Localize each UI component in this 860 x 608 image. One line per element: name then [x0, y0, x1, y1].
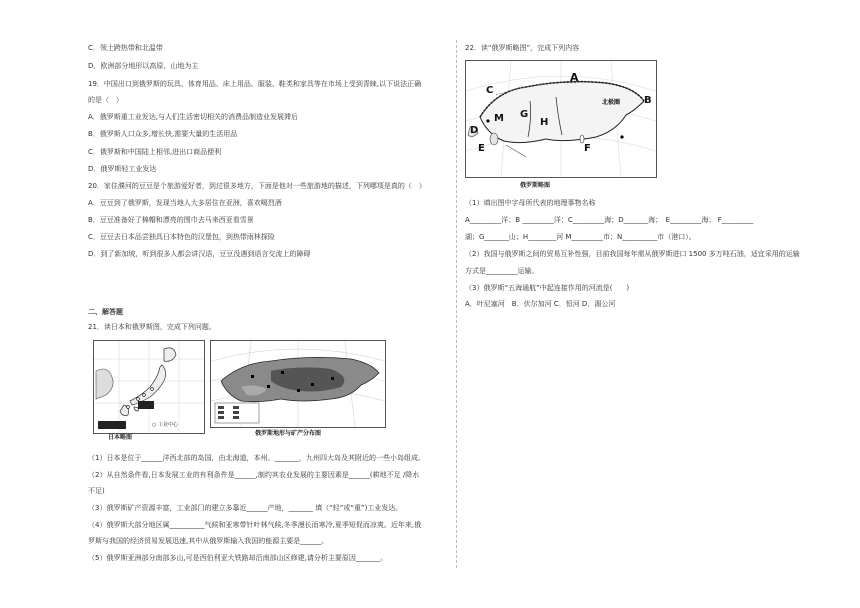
- q21-part1: （1）日本是位于______洋西北部的岛国，由北海道，本州、_______，九州四大岛及其附近的一些小岛组成。: [88, 454, 425, 462]
- q20-option-b: B．豆豆准备好了棉帽和漂亮的围巾去马来西亚看雪景: [88, 216, 254, 224]
- q19-option-c: C．俄罗斯和中国陆上相邻,进出口商品便利: [88, 148, 222, 156]
- map-label-b: B: [644, 95, 652, 106]
- russia-sketch-map: [465, 60, 657, 178]
- japan-map-caption: 日本略图: [108, 434, 133, 441]
- q19-stem-cont: 的是（ ）: [88, 96, 123, 104]
- map-label-g: G: [520, 109, 529, 120]
- q22-part2: （2）我国与俄罗斯之间的贸易互补性强，目前我国每年需从俄罗斯进口 1500 多万吨石油，适宜采用的运输: [465, 250, 800, 258]
- q22-part3-options: A．叶尼塞河 B．伏尔加河 C．恒河 D．湄公河: [465, 300, 616, 308]
- russia-terrain-map: [210, 340, 386, 428]
- map-label-f: F: [584, 143, 591, 154]
- q18-option-d: D．欧洲部分地形以高原、山地为主: [88, 62, 199, 70]
- map-label-d: D: [470, 125, 479, 136]
- map-label-a: A: [570, 71, 579, 84]
- q22-part1: （1）填出图中字母所代表的地理事物名称: [465, 199, 596, 207]
- map-label-e: E: [478, 143, 485, 154]
- q22-stem: 22．读“俄罗斯略图”，完成下列内容: [465, 44, 580, 52]
- q20-option-d: D．到了新加坡，听到很多人都会讲汉语，豆豆没遇到语言交流上的障碍: [88, 250, 311, 258]
- column-divider: [456, 40, 457, 568]
- q19-option-b: B．俄罗斯人口众多,增长快,需要大量的生活用品: [88, 130, 238, 138]
- q19-stem: 19．中国出口到俄罗斯的玩具、体育用品、床上用品、服装、鞋类和家具等在市场上受到青睐,以下说法正确: [88, 80, 422, 88]
- japan-map-drawing: [94, 341, 204, 433]
- map-label-c: C: [486, 85, 494, 96]
- russia-terrain-drawing: [211, 341, 385, 427]
- q21-part4-cont: 罗斯与我国的经济贸易发展迅速,其中从俄罗斯输入我国的能源主要是______。: [88, 537, 329, 545]
- q22-part3: （3）俄罗斯“五海通航”中起连接作用的河流是( ): [465, 284, 630, 292]
- q21-part2-cont: 不足): [88, 487, 105, 495]
- q21-part3: （3）俄罗斯矿产资源丰富，工业部门的建立多靠近______产地，_______ 填（“轻”或“重”)工业发达。: [88, 504, 403, 512]
- section-heading: 二、解答题: [88, 308, 123, 316]
- map-label-h: H: [540, 117, 549, 128]
- arctic-circle-label: 北极圈: [602, 99, 621, 106]
- q20-option-c: C．豆豆去日本品尝独具日本特色的汉堡包，到热带雨林探险: [88, 233, 275, 241]
- russia-terrain-caption: 俄罗斯地形与矿产分布图: [255, 430, 322, 437]
- japan-map: [93, 340, 205, 434]
- japan-legend: ○ 工业中心: [152, 422, 178, 428]
- map-label-m: M: [494, 113, 504, 124]
- q20-stem: 20．家住濮河的豆豆是个旅游爱好者，到过很多地方，下面是他对一些旅游地的描述，下列哪项是真的（ ）: [88, 182, 426, 190]
- q20-option-a: A．豆豆到了俄罗斯，发现当地人大多居住在亚洲，喜欢喝烈酒: [88, 199, 282, 207]
- q21-part5: （5）俄罗斯亚洲部分南部多山,可是西伯利亚大铁路却沿南部山区修建,请分析主要原因_______。: [88, 554, 388, 562]
- q21-part4: （4）俄罗斯大部分地区属__________气候和亚寒带针叶林气候,冬季漫长而寒冷,夏季短促而凉爽。近年来,俄: [88, 521, 422, 529]
- q22-part2-cont: 方式是_________运输。: [465, 267, 539, 275]
- russia-sketch-caption: 俄罗斯略图: [520, 182, 551, 189]
- q22-part1-blanks: A_________洋；B _________洋；C_________海；D_______海； E_________海； F_________: [465, 216, 754, 224]
- q19-option-d: D．俄罗斯轻工业发达: [88, 165, 157, 173]
- q19-option-a: A．俄罗斯重工业发达,与人们生活密切相关的消费品制造业发展滞后: [88, 113, 299, 121]
- q21-stem: 21．读日本和俄罗斯图，完成下列问题。: [88, 323, 216, 331]
- q22-part1-blanks-cont: 湖；G_______山；H________河 M_________市；N__________市（港口）。: [465, 233, 696, 241]
- q18-option-c: C．领土跨热带和北温带: [88, 44, 163, 52]
- q21-part2: （2）从自然条件看,日本发展工业的有利条件是______,制约其农业发展的主要因素是______(耕地不足 /降水: [88, 471, 420, 479]
